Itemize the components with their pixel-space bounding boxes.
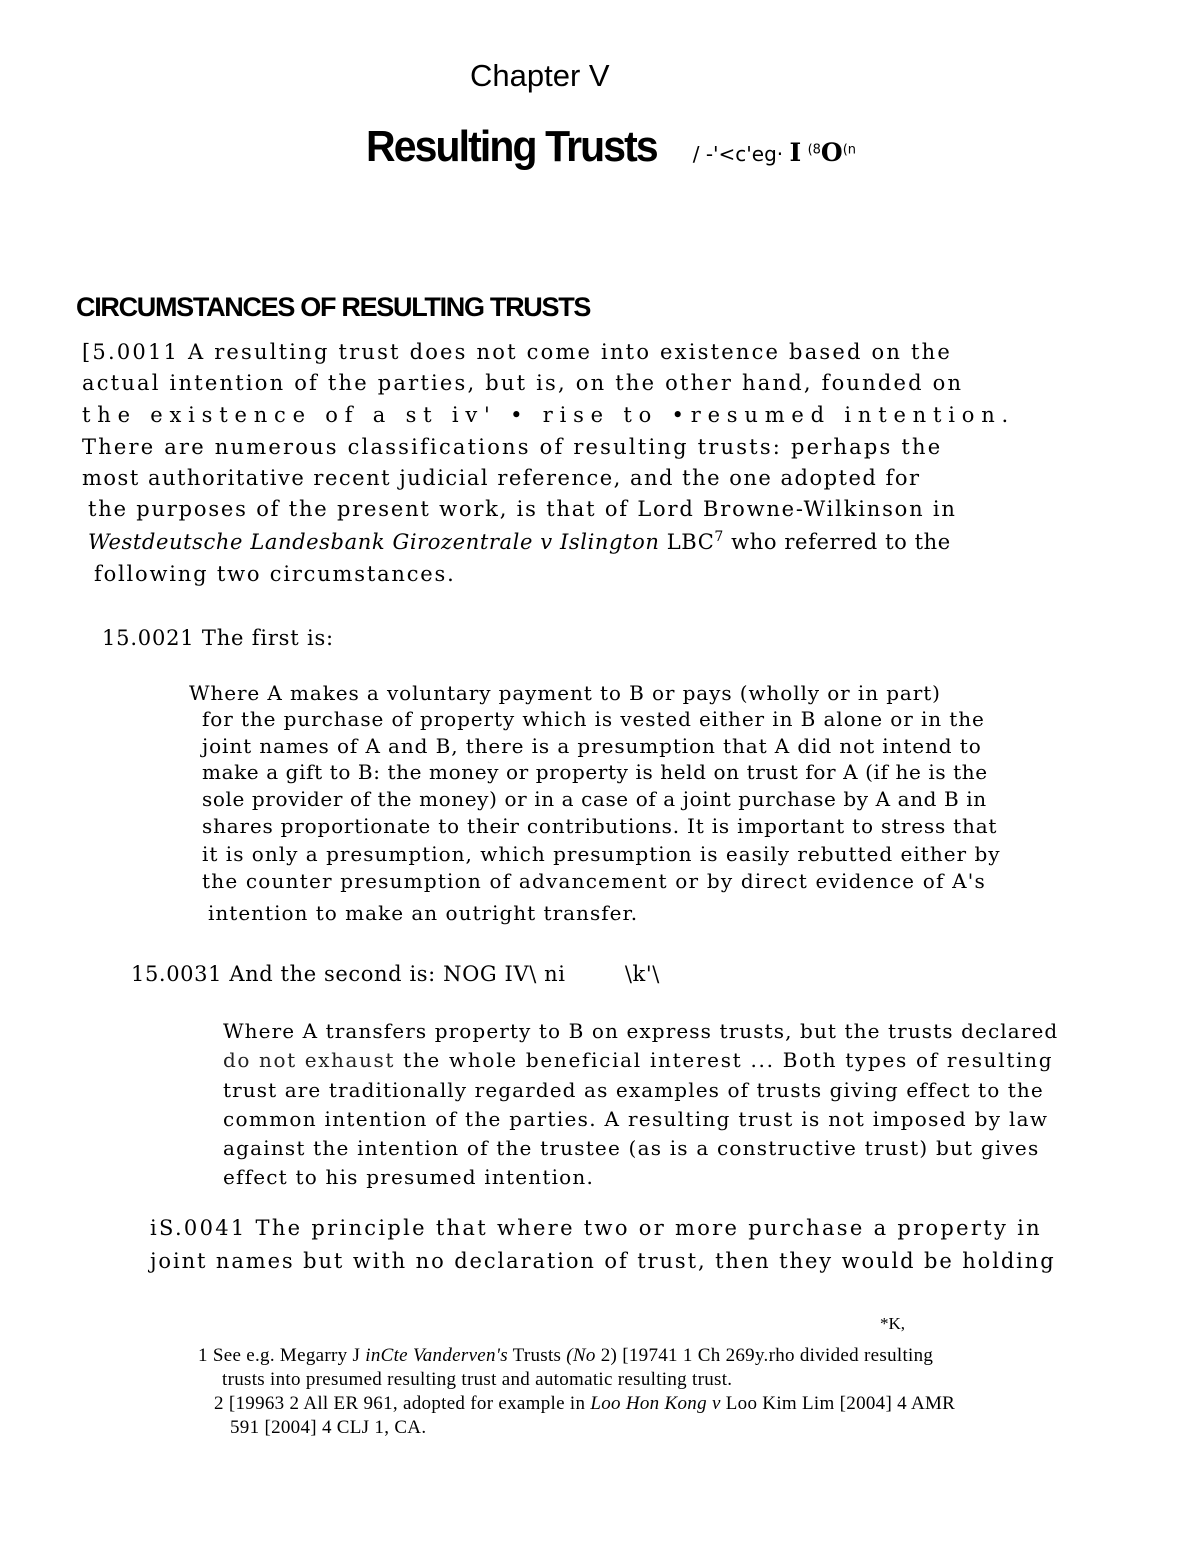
footnote-1-start: 1 See e.g. Megarry J <box>198 1345 366 1366</box>
para1-line8: following two circumstances. <box>94 562 456 586</box>
footnote-2-end: Loo Kim Lim [2004] 4 AMR <box>720 1393 956 1414</box>
case-name: Westdeutsche Landesbank Girozentrale v Islington <box>88 530 660 554</box>
quote1-line1: Where A makes a voluntary payment to B or pays (wholly or in part) <box>189 681 941 705</box>
footnote-1-case: inCte Vanderven's <box>365 1345 508 1366</box>
stray-mark: *K, <box>880 1314 906 1333</box>
para1-line7 <box>88 529 951 554</box>
para3-line <box>131 962 660 986</box>
footnote-1-no: (No <box>566 1345 596 1366</box>
annotation-sup-2: (n <box>842 142 857 158</box>
footnote-2-start: 2 [19963 2 All ER 961, adopted for example in <box>214 1393 591 1414</box>
title-row <box>366 122 856 172</box>
quote1-line2: for the purchase of property which is vested either in B alone or in the <box>202 707 985 731</box>
section-heading: CIRCUMSTANCES OF RESULTING TRUSTS <box>76 292 591 322</box>
para4-line1: iS.0041 The principle that where two or more purchase a property in <box>150 1216 1042 1240</box>
chapter-label: Chapter V <box>470 58 610 93</box>
page-title: Resulting Trusts <box>366 122 657 171</box>
quote2-line6: effect to his presumed intention. <box>223 1165 595 1189</box>
quote1-line7: it is only a presumption, which presumption is easily rebutted either by <box>202 842 1001 866</box>
quote1-line5: sole provider of the money) or in a case of a joint purchase by A and B in <box>202 787 987 811</box>
footnote-2-line1 <box>214 1393 955 1415</box>
quote2-line2 <box>223 1048 1053 1072</box>
handwritten-annotation <box>693 138 856 167</box>
annotation-slash: / <box>692 142 700 166</box>
annotation-mark: -'<c'eg· <box>705 142 784 166</box>
quote1-line6: shares proportionate to their contributions. It is important to stress that <box>202 814 998 838</box>
footnote-1-line2: trusts into presumed resulting trust and automatic resulting trust. <box>222 1369 733 1390</box>
quote1-line4: make a gift to B: the money or property is held on trust for A (if he is the <box>202 760 988 784</box>
para1-line2: actual intention of the parties, but is, on the other hand, founded on <box>82 371 964 395</box>
annotation-tail: O <box>820 138 843 167</box>
case-suffix: LBC <box>659 530 715 554</box>
quote2-line1: Where A transfers property to B on express trusts, but the trusts declared <box>223 1019 1059 1043</box>
quote2-line5: against the intention of the trustee (as is a constructive trust) but gives <box>223 1136 1040 1160</box>
quote2-line2-rest: the whole beneficial interest ... Both types of resulting <box>395 1048 1054 1072</box>
para1-line4: There are numerous classifications of resulting trusts: perhaps the <box>82 435 943 459</box>
footnote-1-end: 2) [19741 1 Ch 269y.rho divided resulting <box>595 1345 934 1366</box>
para4-line2: joint names but with no declaration of trust, then they would be holding <box>150 1249 1056 1273</box>
footnote-ref: 7 <box>714 529 724 545</box>
footnote-2-case: Loo Hon Kong v <box>590 1393 721 1414</box>
quote2-line2-start: do not exhaust <box>223 1048 396 1072</box>
para3-handwritten-note: NOG IV\ ni <box>443 962 566 986</box>
footnote-1-line1 <box>198 1345 933 1367</box>
quote2-line4: common intention of the parties. A resulting trust is not imposed by law <box>223 1107 1049 1131</box>
para1-line3: the existence of a st iv' • rise to •resumed intention. <box>82 403 1015 427</box>
quote2-line3: trust are traditionally regarded as examples of trusts giving effect to the <box>223 1078 1044 1102</box>
annotation-sup-1: (8 <box>807 142 821 158</box>
para1-line5: most authoritative recent judicial reference, and the one adopted for <box>82 466 921 490</box>
quote1-line9: intention to make an outright transfer. <box>208 901 639 925</box>
para1-line6: the purposes of the present work, is that of Lord Browne-Wilkinson in <box>88 497 957 521</box>
para3-text: 15.0031 And the second is: <box>131 962 436 986</box>
para1-line7-tail: who referred to the <box>723 530 951 554</box>
annotation-letter: I <box>789 138 802 167</box>
footnote-2-line2: 591 [2004] 4 CLJ 1, CA. <box>230 1417 427 1438</box>
para1-line1: [5.0011 A resulting trust does not come into existence based on the <box>82 340 952 364</box>
para2-text: 15.0021 The first is: <box>102 626 334 650</box>
para3-handwritten-mark: \k'\ <box>624 962 660 986</box>
quote1-line8: the counter presumption of advancement or by direct evidence of A's <box>202 869 986 893</box>
quote1-line3: joint names of A and B, there is a presumption that A did not intend to <box>202 734 982 758</box>
footnote-1-mid: Trusts <box>507 1345 567 1366</box>
